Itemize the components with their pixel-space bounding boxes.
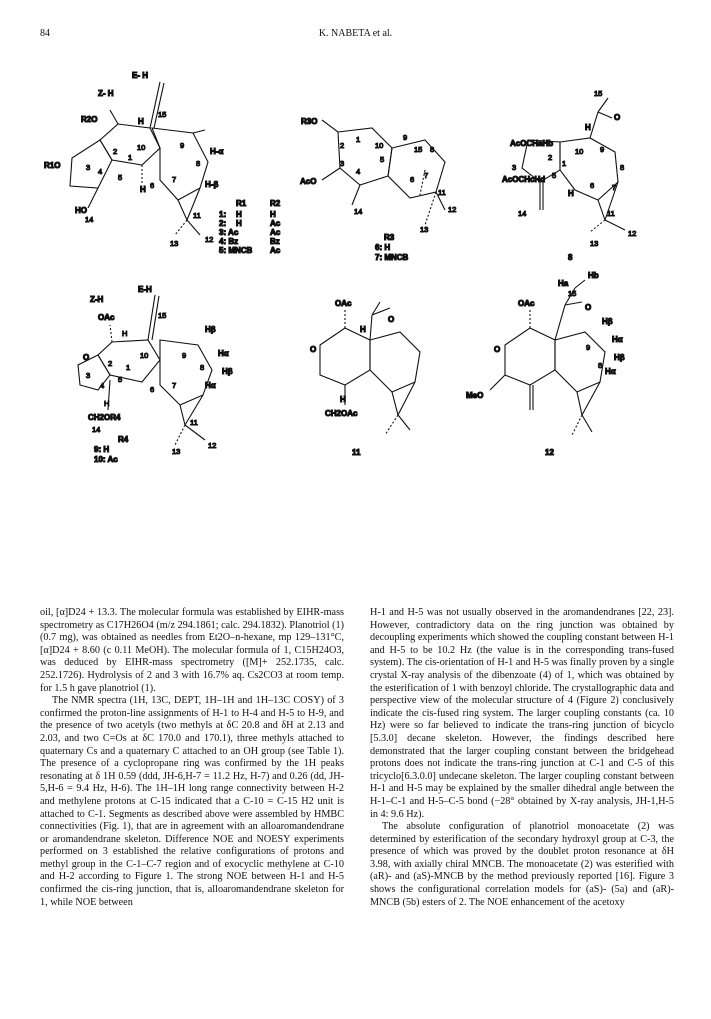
svg-text:7: 7 — [172, 175, 177, 184]
r2-2: Ac — [270, 219, 281, 228]
cmpd-9: 9: H — [94, 445, 110, 454]
svg-text:9: 9 — [600, 145, 605, 154]
structure-6-7 — [300, 117, 456, 262]
s12-oac-label: OAc — [518, 299, 535, 308]
svg-text:15: 15 — [594, 89, 603, 98]
cmpd-11: 11 — [352, 448, 361, 457]
svg-text:6: 6 — [590, 181, 595, 190]
svg-text:7: 7 — [172, 381, 177, 390]
svg-text:4: 4 — [100, 381, 105, 390]
paragraph: The NMR spectra (1H, 13C, DEPT, 1H–1H and 1H–13C COSY) of 3 confirmed the proton-line assignments of H-1 to H-4 and H-5 to H-9, and the presence of two acetyls (two methyls at δC 20.8 and δH at 2.13 and 2.03, and two C=Os at δC 170.0 and 170.1), three methyls attached to quaternary Cs and a quaternary C attached to an OH group (see Table 1). The presence of a cyclopropane ring was confirmed by the 1H peaks resonating at δ 1H 0.59 (ddd, JH-6,H-7 = 11.2 Hz, H-7) and 0.26 (dd, JH-5,H-6 = 9.4 Hz, H-6). The 1H–1H long range connectivity between H-2 and methylene protons at C-15 indicated that a C-10 = C-15 H2 unit is attached to C-1. Segments as described above were assembled by HMBC connectivities (Fig. 1), that are in agreement with an alloaromandendrane or aromandendrane skeleton. Difference NOE and NOESY experiments performed on 3 established the relative configurations of protons and methyl group in the C-1–C-7 region and of exocyclic methylene at C-10 and H-2 according to Figure 1. The strong NOE between H-1 and H-5 confirmed the cis-ring junction, that is, alloaromandendrane skeleton for 1, while NOE between — [40, 695, 344, 908]
r2-4: Bz — [270, 237, 280, 246]
s1-h-label: H — [138, 117, 144, 126]
s9-ha-label: Hα — [218, 349, 229, 358]
svg-text:12: 12 — [628, 229, 637, 238]
s12-o2-label: O — [494, 345, 501, 354]
s12-ha-label: Ha — [558, 279, 569, 288]
s6-r3o-label: R3O — [301, 117, 318, 126]
s11-o2-label: O — [310, 345, 317, 354]
s1-hb-label: H-β — [205, 180, 219, 189]
r2-3: Ac — [270, 228, 281, 237]
svg-text:2: 2 — [113, 147, 118, 156]
svg-text:12: 12 — [208, 441, 217, 450]
body-right-column — [370, 607, 674, 909]
svg-text:9: 9 — [403, 133, 408, 142]
cmpd-2: 2: — [219, 219, 227, 228]
r1-header: R1 — [236, 199, 247, 208]
paragraph: The absolute configuration of planotriol monoacetate (2) was determined by esterification of the secondary hydroxyl group at C-3, the presence of which was proved by the doublet proton resonance at δH 3.98, with axially chiral MNCB. The monoacetate (2) was esterified with (aR)- and (aS)-MNCB by the method previously reported [16]. Figure 3 shows the configurational correlation models for (aS)- (5a) and (aR)-MNCB (5b) esters of 2. The NOE enhancement of the acetoxy — [370, 821, 674, 908]
svg-text:13: 13 — [590, 239, 599, 248]
s11-oac-label: OAc — [335, 299, 352, 308]
s9-hb-label: Hβ — [205, 325, 216, 334]
svg-text:6: 6 — [410, 175, 415, 184]
svg-text:14: 14 — [85, 215, 94, 224]
svg-text:14: 14 — [354, 207, 363, 216]
s11-h2-label: H — [340, 395, 346, 404]
s1-zh-label: Z- H — [98, 89, 114, 98]
svg-text:14: 14 — [92, 425, 101, 434]
svg-text:8: 8 — [196, 159, 201, 168]
s1-h2-label: H — [140, 185, 146, 194]
svg-text:9: 9 — [586, 343, 591, 352]
svg-text:14: 14 — [518, 209, 527, 218]
r1-2: H — [236, 219, 242, 228]
s1-r2o-label: R2O — [81, 115, 98, 124]
svg-text:11: 11 — [193, 211, 201, 220]
svg-text:10: 10 — [375, 141, 384, 150]
s11-ch2oac-label: CH2OAc — [325, 409, 358, 418]
svg-text:9: 9 — [180, 141, 185, 150]
s9-eh-label: E-H — [138, 285, 152, 294]
s1-r1o-label: R1O — [44, 161, 61, 170]
s8-o-label: O — [614, 113, 621, 122]
svg-text:10: 10 — [575, 147, 584, 156]
cmpd-3: 3: Ac — [219, 228, 239, 237]
svg-text:12: 12 — [448, 205, 457, 214]
r1-1: H — [236, 210, 242, 219]
s8-acochc-label: AcOCHcHd — [502, 175, 546, 184]
cmpd-4: 4: Bz — [219, 237, 239, 246]
svg-text:2: 2 — [108, 359, 113, 368]
svg-text:5: 5 — [552, 171, 557, 180]
svg-text:5: 5 — [380, 155, 385, 164]
svg-text:4: 4 — [98, 167, 103, 176]
svg-text:3: 3 — [86, 371, 91, 380]
s11-h-label: H — [360, 325, 366, 334]
running-head: K. NABETA et al. — [318, 28, 393, 39]
page-number: 84 — [40, 28, 50, 39]
r3-header: R3 — [384, 233, 395, 242]
s12-meo-label: MeO — [466, 391, 484, 400]
svg-text:13: 13 — [420, 225, 429, 234]
r2-header: R2 — [270, 199, 281, 208]
svg-text:8: 8 — [598, 361, 603, 370]
s12-hbeta-label: Hβ — [602, 317, 613, 326]
svg-text:9: 9 — [182, 351, 187, 360]
s12-o-label: O — [585, 303, 592, 312]
svg-text:7: 7 — [424, 171, 429, 180]
svg-text:10: 10 — [137, 143, 146, 152]
svg-text:11: 11 — [190, 418, 198, 427]
svg-text:8: 8 — [430, 145, 435, 154]
svg-text:13: 13 — [172, 447, 181, 456]
cmpd-5: 5: MNCB — [219, 246, 253, 255]
svg-text:12: 12 — [205, 235, 214, 244]
structure-1-5 — [44, 71, 223, 248]
s9-hb2-label: Hβ — [222, 367, 233, 376]
svg-text:15: 15 — [158, 110, 167, 119]
svg-text:2: 2 — [548, 153, 553, 162]
svg-text:15: 15 — [568, 289, 577, 298]
svg-text:H: H — [122, 329, 128, 338]
s8-acocha-label: AcOCHaHb — [510, 139, 554, 148]
svg-text:11: 11 — [607, 209, 615, 218]
svg-text:3: 3 — [340, 159, 345, 168]
cmpd-1: 1: — [219, 210, 227, 219]
s6-aco-label: AcO — [300, 177, 317, 186]
svg-text:6: 6 — [150, 181, 155, 190]
s1-eh-label: E- H — [132, 71, 148, 80]
svg-text:8: 8 — [200, 363, 205, 372]
svg-text:15: 15 — [158, 311, 167, 320]
s9-zh-label: Z-H — [90, 295, 104, 304]
structure-11 — [310, 299, 420, 457]
compound-table-1-5 — [219, 199, 281, 255]
svg-text:5: 5 — [118, 173, 123, 182]
cmpd-6: 6: H — [375, 243, 391, 252]
svg-text:3: 3 — [512, 163, 517, 172]
s1-ha-label: H-α — [210, 147, 224, 156]
svg-text:H: H — [104, 399, 110, 408]
svg-text:1: 1 — [356, 135, 361, 144]
s8-h2-label: H — [568, 189, 574, 198]
s11-o-label: O — [388, 315, 395, 324]
s9-oac-label: OAc — [98, 313, 115, 322]
svg-text:1: 1 — [562, 159, 567, 168]
paragraph: H-1 and H-5 was not usually observed in the aromandendranes [22, 23]. However, contradictory data on the ring junction was obtained by decoupling experiments which showed the coupling constant between H-1 and H-5 to be 10.2 Hz (the value is in the corresponding trans-fused system). The cis-orientation of H-1 and H-5 was finally proven by a single crystal X-ray analysis of the dibenzoate (4) of 1, which was obtained by the esterification of 1 with benzoyl chloride. The crystallographic data and perspective view of the molecular structure of 4 (Figure 2) conclusively indicate the cis-fused ring system. The larger coupling constants (ca. 10 Hz) were so far believed to indicate the trans-ring junction of bicyclo [5.3.0] decane skeleton. However, the findings described here demonstrated that the larger coupling constant between the bridgehead protons does not indicate the trans-ring junction at C-1 and C-5 of this tricyclo[6.3.0.0] undecane skeleton. The larger coupling constant between H-1 and H-5 may be explained by the smaller dihedral angle between the H-1–C-1 and H-5–C-5 bond (−28° obtained by X-ray analysis, JH-1,H-5 in 4: 9.6 Hz). — [370, 607, 674, 820]
s9-o-label: O — [83, 353, 90, 362]
s12-halpha2-label: Hα — [605, 367, 616, 376]
structure-12 — [466, 271, 625, 457]
svg-text:1: 1 — [126, 363, 131, 372]
cmpd-7: 7: MNCB — [375, 253, 409, 262]
structure-8 — [502, 89, 636, 262]
svg-text:10: 10 — [140, 351, 149, 360]
svg-text:8: 8 — [620, 163, 625, 172]
svg-text:2: 2 — [340, 141, 345, 150]
r2-1: H — [270, 210, 276, 219]
r4-header: R4 — [118, 435, 129, 444]
s12-hb-label: Hb — [588, 271, 599, 280]
svg-text:6: 6 — [150, 385, 155, 394]
svg-text:5: 5 — [118, 375, 123, 384]
r2-5: Ac — [270, 246, 281, 255]
s9-ch2or4-label: CH2OR4 — [88, 413, 121, 422]
cmpd-10: 10: Ac — [94, 455, 118, 464]
svg-text:4: 4 — [356, 167, 361, 176]
s12-hbeta2-label: Hβ — [614, 353, 625, 362]
s1-ho-label: HO — [75, 206, 87, 215]
svg-text:1: 1 — [128, 153, 133, 162]
s9-ha2-label: Hα — [205, 381, 216, 390]
svg-text:13: 13 — [170, 239, 179, 248]
svg-text:15: 15 — [414, 145, 423, 154]
svg-text:3: 3 — [86, 163, 91, 172]
s12-halpha-label: Hα — [612, 335, 623, 344]
svg-text:7: 7 — [612, 183, 617, 192]
cmpd-8: 8 — [568, 253, 573, 262]
svg-text:11: 11 — [438, 188, 446, 197]
structure-9-10 — [78, 285, 233, 464]
s8-h-label: H — [585, 123, 591, 132]
paragraph: oil, [α]D24 + 13.3. The molecular formula was established by EIHR-mass spectrometry as C17H26O4 (m/z 294.1861; calc. 294.1832). Planotriol (1) (0.7 mg), was obtained as needles from Et2O–n-hexane, mp 129–131°C, [α]D24 + 8.60 (c 0.11 MeOH). The molecular formula of 1, C15H24O3, was deduced by EIHR-mass spectrometry ([M]+ 252.1735, calc. 252.1726). Hydrolysis of 2 and 3 with 16.7% aq. Cs2CO3 at room temp. for 1.5 h gave planotriol (1). — [40, 607, 344, 694]
structures-figure — [0, 70, 711, 470]
body-left-column — [40, 607, 344, 909]
cmpd-12: 12 — [545, 448, 554, 457]
